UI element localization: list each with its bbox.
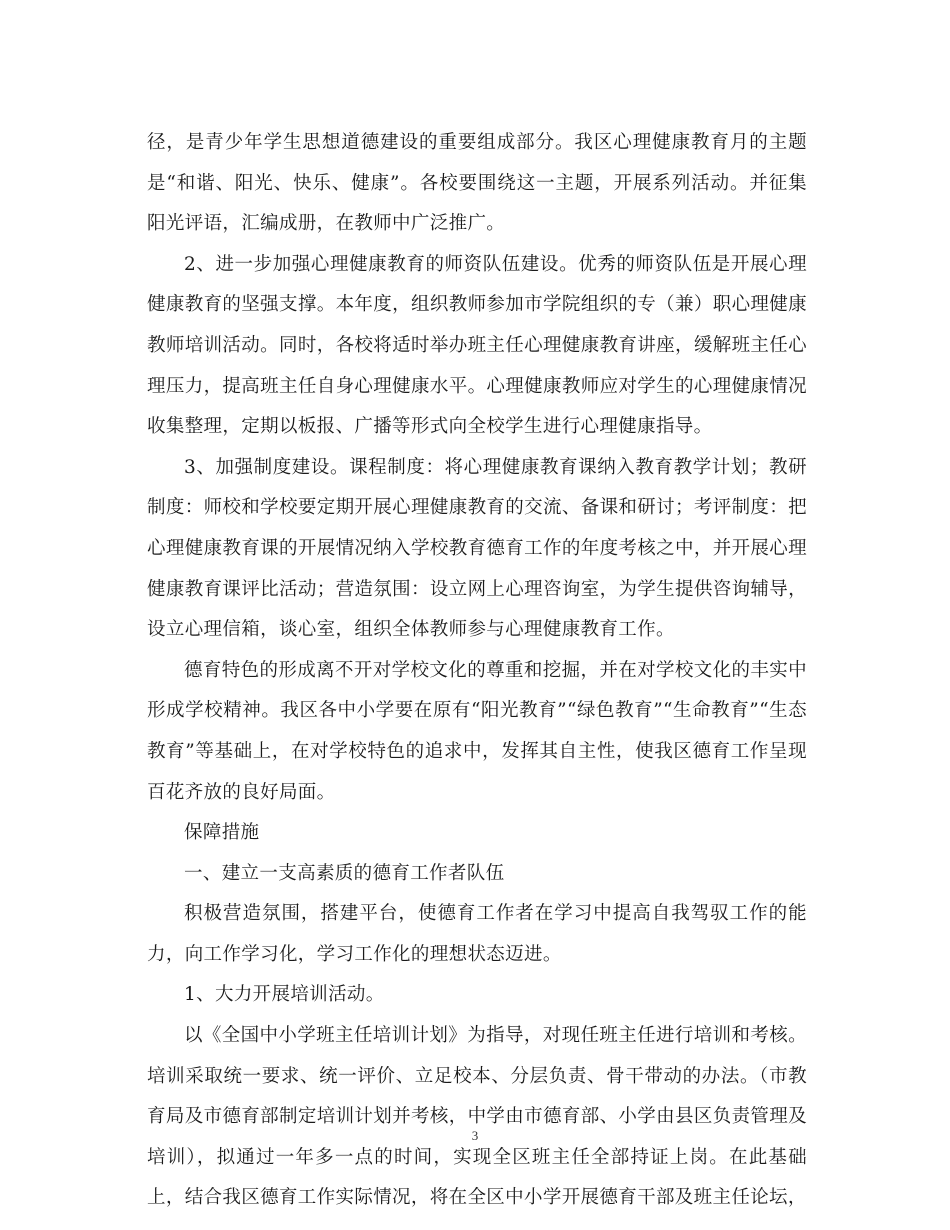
subheading-training: 1、大力开展培训活动。 [184, 984, 385, 1006]
section-heading-safeguards: 保障措施 [184, 822, 260, 844]
paragraph-teacher-team: 2、进一步加强心理健康教育的师资队伍建设。优秀的师资队伍是开展心理健康教育的坚强支撑。本年度，组织教师参加市学院组织的专（兼）职心理健康教师培训活动。同时，各校将适时举办班主任心理健康教育讲座，缓解班主任心理压力，提高班主任自身心理健康水平。心理健康教师应对学生的心理健康情况收集整理，定期以板报、广播等形式向全校学生进行心理健康指导。 [147, 253, 807, 438]
page-number: 3 [471, 1128, 479, 1143]
paragraph-school-culture: 德育特色的形成离不开对学校文化的尊重和挖掘，并在对学校文化的丰实中形成学校精神。我区各中小学要在原有“阳光教育”“绿色教育”“生命教育”“生态教育”等基础上，在对学校特色的追求中，发挥其自主性，使我区德育工作呈现百花齐放的良好局面。 [147, 659, 807, 803]
paragraph-training-plan: 以《全国中小学班主任培训计划》为指导，对现任班主任进行培训和考核。培训采取统一要求、统一评价、立足校本、分层负责、骨干带动的办法。（市教育局及市德育部制定培训计划并考核，中学由市德育部、小学由县区负责管理及培训），拟通过一年多一点的时间，实现全区班主任全部持证上岗。在此基础上，结合我区德育工作实际情况，将在全区中小学开展德育干部及班主任论坛， [147, 1025, 807, 1209]
paragraph-system-building: 3、加强制度建设。课程制度：将心理健康教育课纳入教育教学计划；教研制度：师校和学校要定期开展心理健康教育的交流、备课和研讨；考评制度：把心理健康教育课的开展情况纳入学校教育德育工作的年度考核之中，并开展心理健康教育课评比活动；营造氛围：设立网上心理咨询室，为学生提供咨询辅导，设立心理信箱，谈心室，组织全体教师参与心理健康教育工作。 [147, 456, 807, 641]
paragraph-continuation: 径，是青少年学生思想道德建设的重要组成部分。我区心理健康教育月的主题是“和谐、阳光、快乐、健康”。各校要围绕这一主题，开展系列活动。并征集阳光评语，汇编成册，在教师中广泛推广。 [147, 132, 807, 235]
subheading-team: 一、建立一支高素质的德育工作者队伍 [184, 862, 505, 884]
paragraph-atmosphere: 积极营造氛围，搭建平台，使德育工作者在学习中提高自我驾驭工作的能力，向工作学习化，学习工作化的理想状态迈进。 [147, 903, 807, 965]
document-body [147, 123, 807, 1219]
